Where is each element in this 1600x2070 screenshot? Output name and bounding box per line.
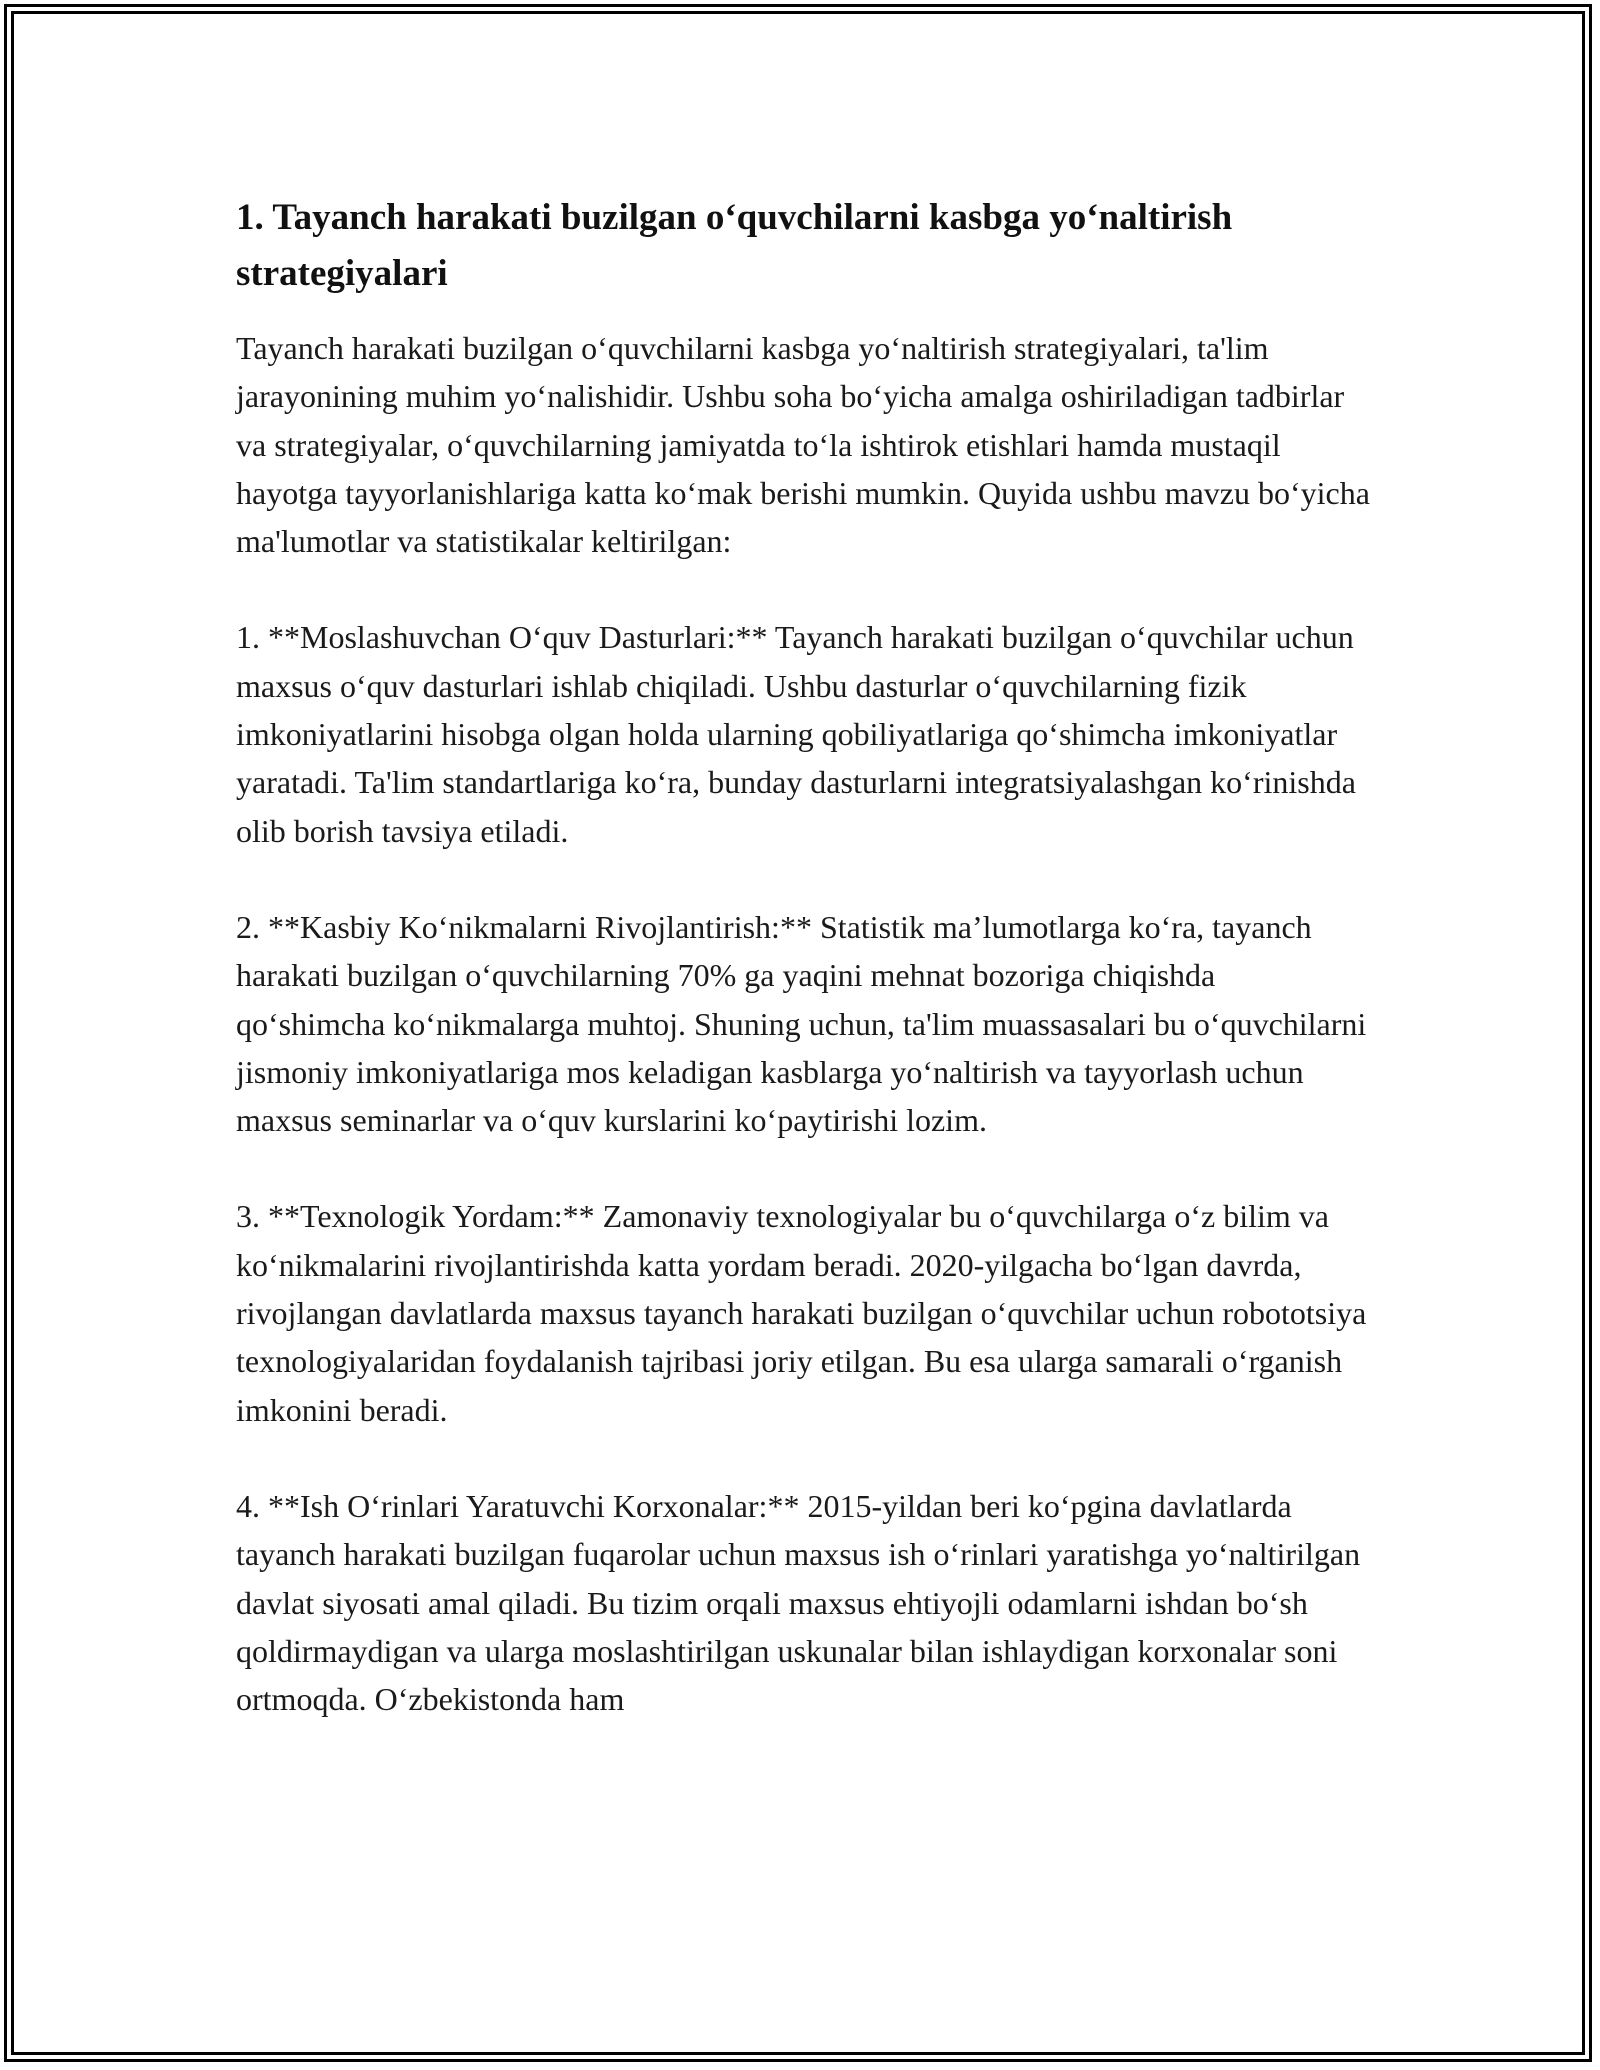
section-heading: 1. Tayanch harakati buzilgan o‘quvchilarni kasbga yo‘naltirish strategiyalari [236, 197, 1233, 294]
paragraph-flexible-curricula: 1. **Moslashuvchan O‘quv Dasturlari:** Tayanch harakati buzilgan o‘quvchilar uchun maxsus o‘quv dasturlari ishlab chiqiladi. Ushbu dasturlar o‘quvchilarning fizik imkoniyatlarini hisobga olgan holda ularning qobiliyatlariga qo‘shimcha imkoniyatlar yaratadi. Ta'lim standartlariga ko‘ra, bunday dasturlarni integratsiyalashgan ko‘rinishda olib borish tavsiya etiladi. [236, 619, 1356, 849]
paragraph-technological-support: 3. **Texnologik Yordam:** Zamonaviy texnologiyalar bu o‘quvchilarga o‘z bilim va ko‘nikmalarini rivojlantirishda katta yordam beradi. 2020-yilgacha bo‘lgan davrda, rivojlangan davlatlarda maxsus tayanch harakati buzilgan o‘quvchilar uchun robototsiya texnologiyalaridan foydalanish tajribasi joriy etilgan. Bu esa ularga samarali o‘rganish imkonini beradi. [236, 1198, 1367, 1428]
paragraph-professional-skills: 2. **Kasbiy Ko‘nikmalarni Rivojlantirish:** Statistik ma’lumotlarga ko‘ra, tayanch harakati buzilgan o‘quvchilarning 70% ga yaqini mehnat bozoriga chiqishda qo‘shimcha ko‘nikmalarga muhtoj. Shuning uchun, ta'lim muassasalari bu o‘quvchilarni jismoniy imkoniyatlariga mos keladigan kasblarga yo‘naltirish va tayyorlash uchun maxsus seminarlar va o‘quv kurslarini ko‘paytirishi lozim. [236, 908, 1367, 1139]
document-page [236, 190, 1370, 1723]
paragraph-job-creating-enterprises: 4. **Ish O‘rinlari Yaratuvchi Korxonalar:** 2015-yildan beri ko‘pgina davlatlarda tayanch harakati buzilgan fuqarolar uchun maxsus ish o‘rinlari yaratishga yo‘naltirilgan davlat siyosati amal qiladi. Bu tizim orqali maxsus ehtiyojli odamlarni ishdan bo‘sh qoldirmaydigan va ularga moslashtirilgan uskunalar bilan ishlaydigan korxonalar soni ortmoqda. O‘zbekistonda ham [236, 1487, 1361, 1718]
intro-paragraph: Tayanch harakati buzilgan o‘quvchilarni kasbga yo‘naltirish strategiyalari, ta'lim jarayonining muhim yo‘nalishidir. Ushbu soha bo‘yicha amalga oshiriladigan tadbirlar va strategiyalar, o‘quvchilarning jamiyatda to‘la ishtirok etishlari hamda mustaqil hayotga tayyorlanishlariga katta ko‘mak berishi mumkin. Quyida ushbu mavzu bo‘yicha ma'lumotlar va statistikalar keltirilgan: [236, 330, 1370, 560]
